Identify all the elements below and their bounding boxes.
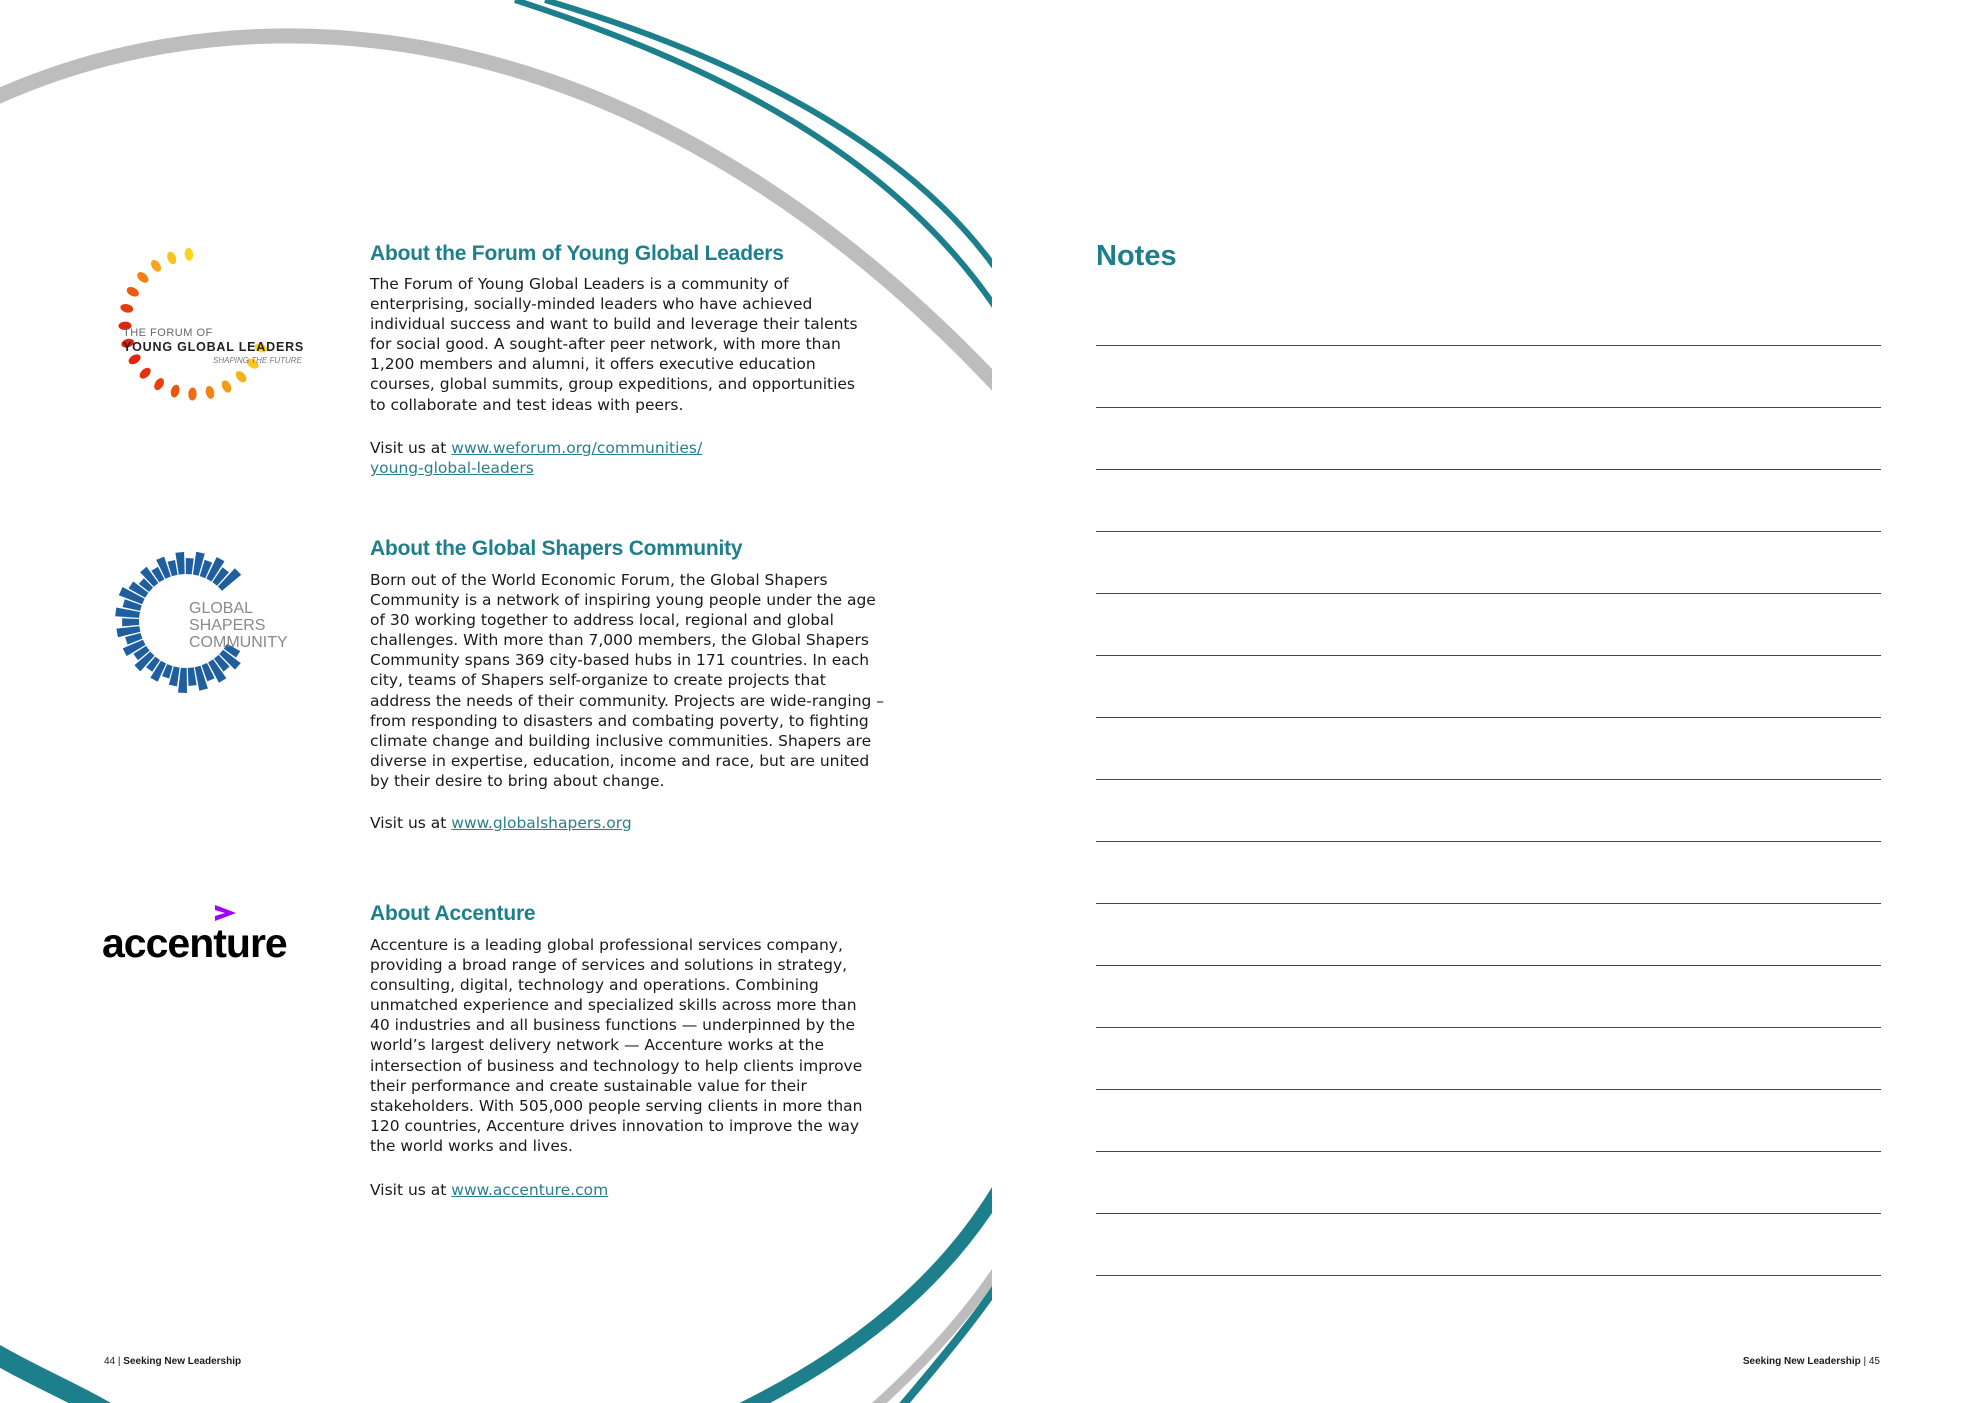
note-line xyxy=(1096,469,1881,470)
left-footer-separator: | xyxy=(115,1356,124,1367)
left-page-number: 44 xyxy=(104,1356,116,1367)
right-page xyxy=(992,0,1984,1403)
note-line xyxy=(1096,1275,1881,1276)
ygl-visit-prefix: Visit us at xyxy=(370,439,452,457)
note-line xyxy=(1096,841,1881,842)
left-footer-title: Seeking New Leadership xyxy=(123,1356,242,1367)
accenture-website-link[interactable]: www.accenture.com xyxy=(451,1181,609,1199)
gs-section-title: About the Global Shapers Community xyxy=(370,537,743,560)
accenture-section-title: About Accenture xyxy=(370,902,536,925)
young-global-leaders-logo xyxy=(100,240,320,410)
accenture-chevron-icon xyxy=(215,905,236,921)
note-line xyxy=(1096,903,1881,904)
ygl-logo-dot xyxy=(138,366,153,381)
ygl-logo-dot xyxy=(152,376,166,391)
teal-arc-bottom-left xyxy=(0,1345,120,1403)
gs-logo-line3: COMMUNITY xyxy=(189,634,288,651)
note-line xyxy=(1096,1027,1881,1028)
note-line xyxy=(1096,1089,1881,1090)
ygl-visit-line xyxy=(370,438,730,478)
note-line xyxy=(1096,345,1881,346)
ygl-logo-line1: THE FORUM OF xyxy=(123,327,213,339)
ygl-logo-dot xyxy=(234,369,249,384)
ygl-logo-dot xyxy=(220,379,233,394)
ygl-logo-dot xyxy=(149,258,163,273)
note-line xyxy=(1096,531,1881,532)
right-page-number: 45 xyxy=(1868,1356,1880,1367)
accenture-visit-line xyxy=(370,1180,770,1200)
note-line xyxy=(1096,717,1881,718)
ygl-logo-dot xyxy=(125,285,140,298)
accenture-visit-prefix: Visit us at xyxy=(370,1181,452,1199)
gs-logo-block xyxy=(186,558,194,574)
right-footer-title: Seeking New Leadership xyxy=(1742,1356,1861,1367)
gs-website-link[interactable]: www.globalshapers.org xyxy=(451,814,632,832)
note-line xyxy=(1096,1213,1881,1214)
note-line xyxy=(1096,779,1881,780)
note-line xyxy=(1096,965,1881,966)
accenture-wordmark: accenture xyxy=(102,920,287,966)
note-line xyxy=(1096,1151,1881,1152)
gs-section-body: Born out of the World Economic Forum, the Global Shapers Community is a network of inspiring young people under the age of 30 working together to address local, regional and global challenges. With more than 7,000 members, the Global Shapers Community spans 369 city-based hubs in 171 countries. In each city, teams of Shapers self-organize to create projects that address the needs of their community. Projects are wide-ranging – from responding to disasters and combating poverty, to fighting climate change and building inclusive communities. Shapers are diverse in expertise, education, income and race, but are united by their desire to bring about change. xyxy=(370,571,885,790)
ygl-section-title: About the Forum of Young Global Leaders xyxy=(370,242,784,265)
ygl-logo-dot xyxy=(169,384,181,399)
teal-arc-bottom-right-outer xyxy=(720,1170,992,1403)
ygl-logo-dot xyxy=(188,387,197,400)
ygl-section-body: The Forum of Young Global Leaders is a community of enterprising, socially-minded leaders who have achieved individual success and want to build and leverage their talents for social good. A sought-after peer network, with more than 1,200 members and alumni, it offers executive education courses, global summits, group expeditions, and opportunities to collaborate and test ideas with peers. xyxy=(370,275,858,414)
note-line xyxy=(1096,655,1881,656)
gs-logo-line2: SHAPERS xyxy=(189,617,266,634)
accenture-section-body: Accenture is a leading global professional services company, providing a broad range of services and solutions in strategy, consulting, digital, technology and operations. Combining unmatched experience and specialized skills across more than 40 industries and all business functions — underpinned by the world’s largest delivery network — Accenture works at the intersection of business and technology to help clients improve their performance and create sustainable value for their stakeholders. With 505,000 people serving clients in more than 120 countries, Accenture drives innovation to improve the way the world works and lives. xyxy=(370,936,863,1155)
ygl-website-link[interactable]: www.weforum.org/communities/ young-global-leaders xyxy=(370,439,703,478)
ygl-logo-line3: SHAPING THE FUTURE xyxy=(213,356,302,365)
global-shapers-logo xyxy=(100,536,305,706)
ygl-logo-dot xyxy=(205,385,216,400)
gs-logo-block xyxy=(188,667,197,686)
gs-visit-line xyxy=(370,813,770,833)
ygl-logo-line2: YOUNG GLOBAL LEADERS xyxy=(123,340,305,354)
right-page-footer xyxy=(1743,1356,1880,1367)
gs-logo-line1: GLOBAL xyxy=(189,600,254,617)
accenture-logo xyxy=(100,900,310,970)
right-footer-separator: | xyxy=(1860,1356,1869,1367)
note-line xyxy=(1096,407,1881,408)
ygl-logo-dot xyxy=(166,250,178,265)
gs-visit-prefix: Visit us at xyxy=(370,814,452,832)
ygl-logo-dot xyxy=(184,247,194,261)
left-page-footer xyxy=(104,1356,241,1367)
ygl-logo-dot xyxy=(127,352,142,366)
ygl-logo-dot xyxy=(120,303,135,314)
gs-logo-block xyxy=(122,618,139,626)
gs-logo-block xyxy=(178,668,187,693)
notes-title: Notes xyxy=(1096,240,1177,272)
ygl-logo-dot xyxy=(135,270,150,285)
note-line xyxy=(1096,593,1881,594)
